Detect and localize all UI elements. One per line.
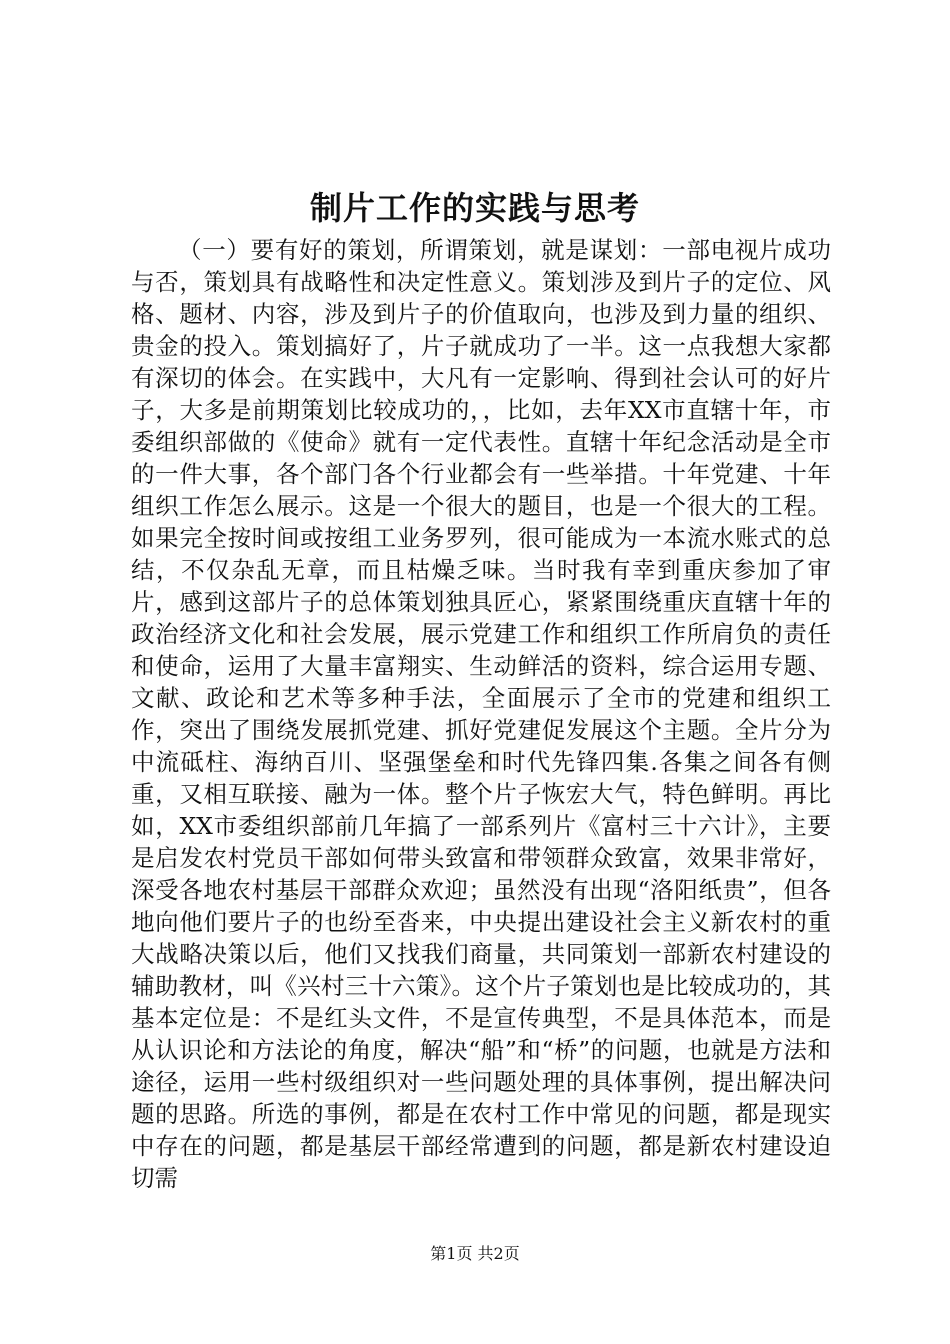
document-body-paragraph: （一）要有好的策划，所谓策划，就是谋划：一部电视片成功与否，策划具有战略性和决定性意义。策划涉及到片子的定位、风格、题材、内容，涉及到片子的价值取向，也涉及到力量的组织、贵金的投入。策划搞好了，片子就成功了一半。这一点我想大家都有深切的体会。在实践中，大凡有一定影响、得到社会认可的好片子，大多是前期策划比较成功的，，比如，去年XX市直辖十年，市委组织部做的《使命》就有一定代表性。直辖十年纪念活动是全市的一件大事，各个部门各个行业都会有一些举措。十年党建、十年组织工作怎么展示。这是一个很大的题目，也是一个很大的工程。如果完全按时间或按组工业务罗列，很可能成为一本流水账式的总结，不仅杂乱无章，而且枯燥乏味。当时我有幸到重庆参加了审片，感到这部片子的总体策划独具匠心，紧紧围绕重庆直辖十年的政治经济文化和社会发展，展示党建工作和组织工作所肩负的责任和使命，运用了大量丰富翔实、生动鲜活的资料，综合运用专题、文献、政论和艺术等多种手法，全面展示了全市的党建和组织工作，突出了围绕发展抓党建、抓好党建促发展这个主题。全片分为中流砥柱、海纳百川、坚强堡垒和时代先锋四集.各集之间各有侧重，又相互联接、融为一体。整个片子恢宏大气，特色鲜明。再比如，XX市委组织部前几年搞了一部系列片《富村三十六计》，主要是启发农村党员干部如何带头致富和带领群众致富，效果非常好，深受各地农村基层干部群众欢迎；虽然没有出现“洛阳纸贵”，但各地向他们要片子的也纷至沓来，中央提出建设社会主义新农村的重大战略决策以后，他们又找我们商量，共同策划一部新农村建设的辅助教材，叫《兴村三十六策》。这个片子策划也是比较成功的，其基本定位是：不是红头文件，不是宣传典型，不是具体范本，而是从认识论和方法论的角度，解决“船”和“桥”的问题，也就是方法和途径，运用一些村级组织对一些问题处理的具体事例，提出解决问题的思路。所选的事例，都是在农村工作中常见的问题，都是现实中存在的问题，都是基层干部经常遭到的问题，都是新农村建设迫切需 bbox=[131, 236, 831, 1192]
page-indicator: 第1页 共2页 bbox=[430, 1244, 520, 1263]
document-title: 制片工作的实践与思考 bbox=[309, 189, 640, 227]
